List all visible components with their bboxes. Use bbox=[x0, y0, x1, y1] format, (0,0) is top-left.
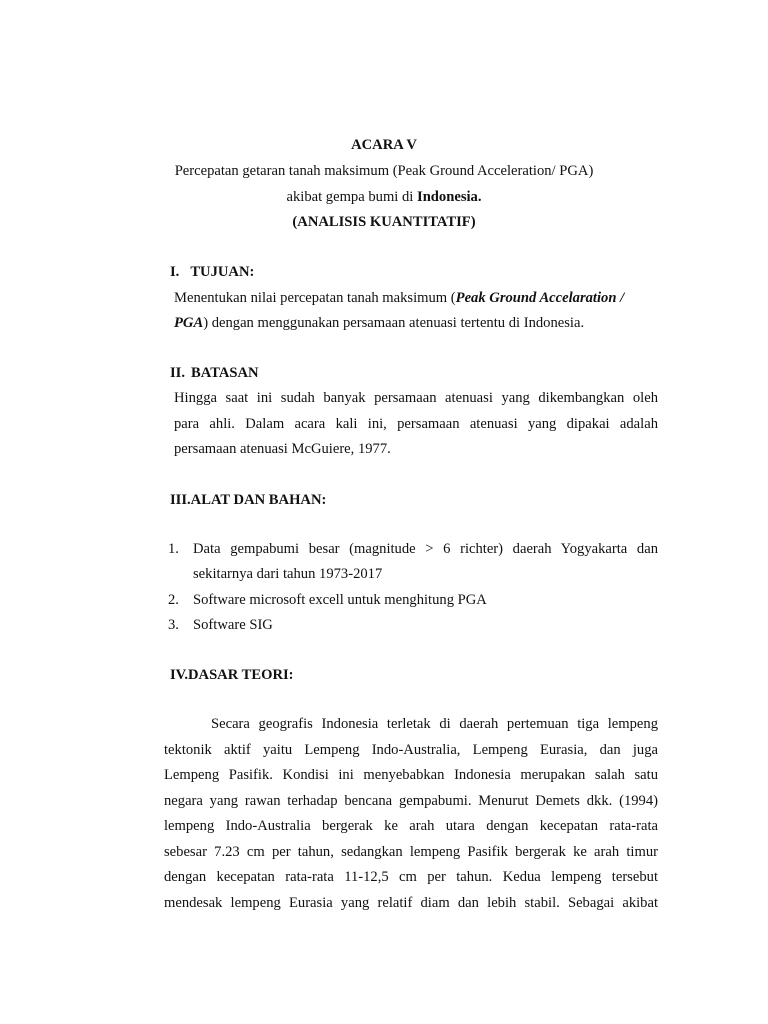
section-number: I. bbox=[170, 264, 180, 280]
list-item-number: 2. bbox=[168, 592, 179, 608]
list-item-2: Software microsoft excell untuk menghitung PGA bbox=[193, 592, 487, 608]
batasan-line-1 bbox=[174, 390, 658, 407]
tujuan-line-2 bbox=[174, 315, 584, 332]
paragraph-line: Hingga saat ini sudah banyak persamaan atenuasi yang dikembangkan oleh bbox=[174, 390, 658, 406]
batasan-line-2 bbox=[174, 416, 658, 433]
list-item-3: Software SIG bbox=[193, 617, 273, 633]
section-alat-heading: III.ALAT DAN BAHAN: bbox=[170, 492, 327, 508]
dasar-line-6: sebesar 7.23 cm per tahun, sedangkan lempeng Pasifik bergerak ke arah timur bbox=[164, 844, 658, 860]
tujuan-text-abbrev: PGA bbox=[174, 315, 204, 331]
dasar-line-2: tektonik aktif yaitu Lempeng Indo-Australia, Lempeng Eurasia, dan juga bbox=[164, 742, 658, 758]
tujuan-line-1 bbox=[174, 290, 624, 307]
paragraph-line: para ahli. Dalam acara kali ini, persamaan atenuasi yang dipakai adalah bbox=[174, 416, 658, 432]
document-title: ACARA V bbox=[351, 137, 417, 153]
tujuan-text-rest: ) dengan menggunakan persamaan atenuasi tertentu di Indonesia. bbox=[203, 315, 585, 331]
list-item-number: 3. bbox=[168, 617, 179, 633]
tujuan-text-plain: Menentukan nilai percepatan tanah maksimum ( bbox=[174, 290, 456, 306]
dasar-line-5: lempeng Indo-Australia bergerak ke arah utara dengan kecepatan rata-rata bbox=[164, 818, 658, 834]
document-subtitle-line-2 bbox=[0, 189, 768, 206]
dasar-line-1: Secara geografis Indonesia terletak di daerah pertemuan tiga lempeng bbox=[211, 716, 658, 732]
tujuan-text-term: Peak Ground Accelaration / bbox=[455, 290, 625, 306]
dasar-line-7: dengan kecepatan rata-rata 11-12,5 cm per tahun. Kedua lempeng tersebut bbox=[164, 869, 658, 885]
section-title: TUJUAN: bbox=[190, 264, 255, 280]
analysis-heading: (ANALISIS KUANTITATIF) bbox=[292, 214, 476, 230]
list-item-number: 1. bbox=[168, 541, 179, 557]
section-batasan-heading bbox=[170, 365, 259, 382]
dasar-line-8: mendesak lempeng Eurasia yang relatif diam dan lebih stabil. Sebagai akibat bbox=[164, 895, 658, 911]
dasar-line-4: negara yang rawan terhadap bencana gempabumi. Menurut Demets dkk. (1994) bbox=[164, 793, 658, 809]
batasan-line-3: persamaan atenuasi McGuiere, 1977. bbox=[174, 441, 391, 457]
document-subtitle-line-1: Percepatan getaran tanah maksimum (Peak Ground Acceleration/ PGA) bbox=[174, 163, 594, 179]
section-title: BATASAN bbox=[191, 365, 259, 381]
subtitle-bold-country: Indonesia. bbox=[417, 189, 482, 205]
dasar-line-3: Lempeng Pasifik. Kondisi ini menyebabkan Indonesia merupakan salah satu bbox=[164, 767, 658, 783]
list-item-1-line-2: sekitarnya dari tahun 1973-2017 bbox=[193, 566, 383, 582]
section-dasar-heading: IV.DASAR TEORI: bbox=[170, 667, 294, 683]
section-number: II. bbox=[170, 365, 186, 381]
list-item-1-line-1: Data gempabumi besar (magnitude > 6 richter) daerah Yogyakarta dan bbox=[193, 541, 658, 557]
section-tujuan-heading bbox=[170, 264, 254, 281]
subtitle-plain: akibat gempa bumi di bbox=[286, 189, 418, 205]
